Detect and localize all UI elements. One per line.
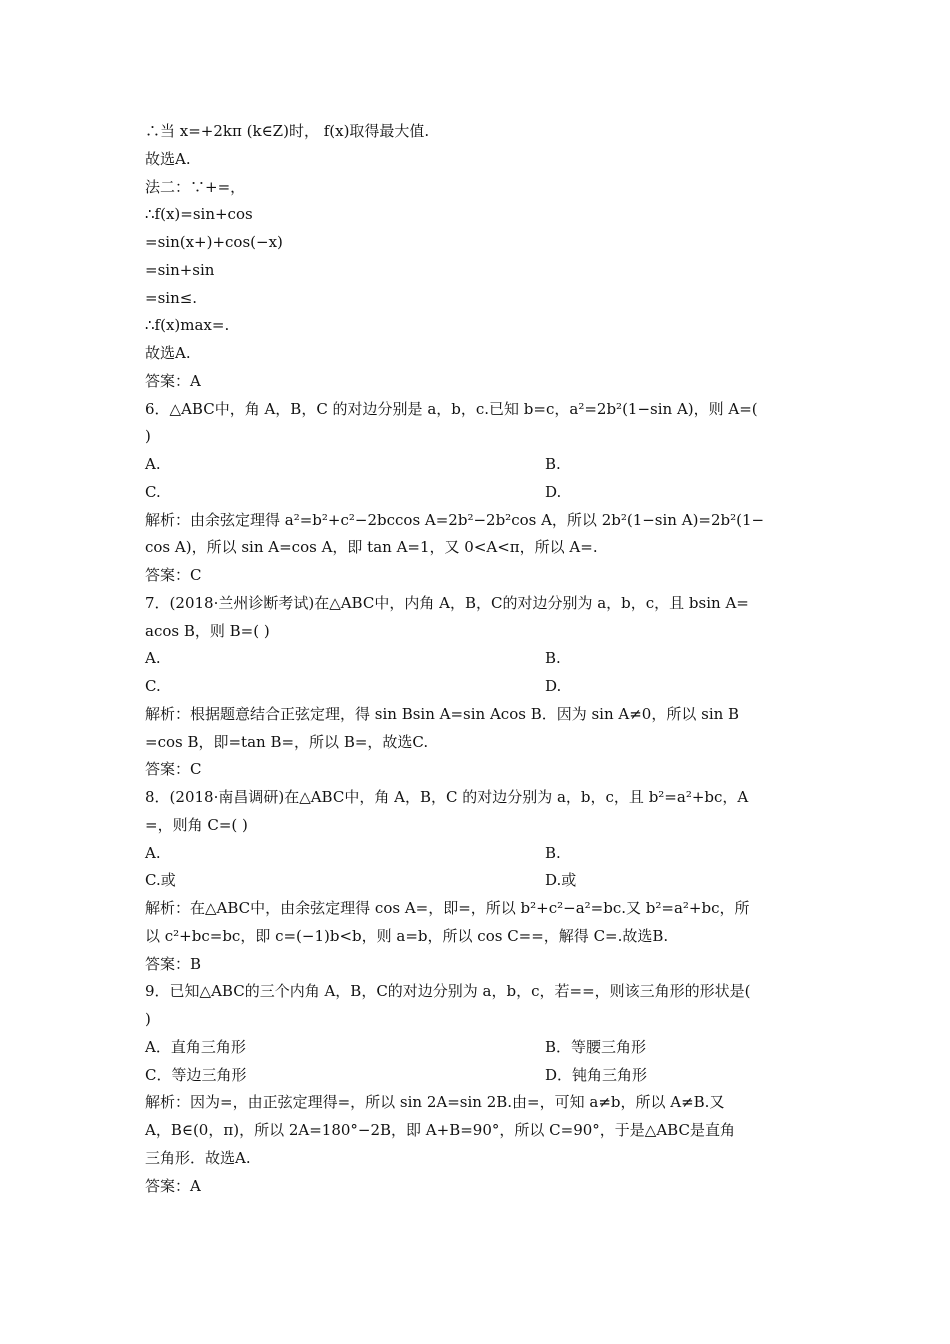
q6-solution-cont: cos A)，所以 sin A=cos A，即 tan A=1，又 0<A<π，所以 A=.	[145, 538, 598, 557]
q7-stem-cont: acos B，则 B=( )	[145, 621, 270, 640]
q7-option-b: B.	[545, 649, 561, 668]
text-line: =sin(x+)+cos(−x)	[145, 233, 283, 251]
q9-option-c: C．等边三角形	[145, 1065, 247, 1084]
q6-option-b: B.	[545, 455, 561, 473]
q6-stem: 6．△ABC中，角 A，B，C 的对边分别是 a，b，c.已知 b=c，a²=2b²(1−sin A)，则 A=(	[145, 399, 758, 418]
q9-solution-cont-2: 三角形．故选A.	[145, 1148, 251, 1167]
q7-solution-cont: =cos B，即=tan B=，所以 B=，故选C.	[145, 732, 429, 751]
q8-option-a: A.	[145, 843, 161, 862]
q9-option-b: B．等腰三角形	[545, 1037, 647, 1056]
q8-stem-cont: =，则角 C=( )	[145, 815, 248, 834]
q8-solution-cont: 以 c²+bc=bc，即 c=(−1)b<b，则 a=b，所以 cos C==，解得 C=.故选B.	[145, 926, 669, 945]
text-line: =sin+sin	[145, 260, 215, 279]
q6-option-c: C.	[145, 482, 161, 501]
text-line: 法二：∵+=，	[145, 177, 246, 196]
q8-stem: 8．(2018·南昌调研)在△ABC中，角 A，B，C 的对边分别为 a，b，c，且 b²=a²+bc，A	[145, 788, 749, 806]
text-line: 故选A.	[145, 149, 191, 168]
q9-options-row-2	[145, 1062, 815, 1090]
q7-options-row-1	[145, 645, 815, 673]
q9-stem: 9．已知△ABC的三个内角 A，B，C的对边分别为 a，b，c，若==，则该三角形的形状是(	[145, 982, 751, 1001]
q7-stem: 7．(2018·兰州诊断考试)在△ABC中，内角 A，B，C的对边分别为 a，b，c，且 bsin A=	[145, 593, 749, 612]
q6-options-row-1	[145, 451, 815, 479]
q6-answer: 答案：C	[145, 566, 202, 584]
q8-options-row-1	[145, 840, 815, 868]
q7-option-c: C.	[145, 677, 161, 695]
q9-solution-cont: A，B∈(0，π)，所以 2A=180°−2B，即 A+B=90°，所以 C=90°，于是△ABC是直角	[145, 1121, 735, 1139]
q9-options-row-1	[145, 1034, 815, 1062]
q9-stem-cont: )	[145, 1010, 151, 1028]
q9-answer: 答案：A	[145, 1176, 201, 1195]
q7-options-row-2	[145, 673, 815, 701]
q6-stem-cont: )	[145, 427, 151, 446]
q9-solution: 解析：因为=，由正弦定理得=，所以 sin 2A=sin 2B.由=，可知 a≠b，所以 A≠B.又	[145, 1093, 725, 1112]
q7-option-d: D.	[545, 677, 562, 695]
q9-option-d: D．钝角三角形	[545, 1065, 648, 1084]
text-line: 故选A.	[145, 344, 191, 362]
text-line: ∴f(x)=sin+cos	[145, 205, 253, 224]
q6-solution: 解析：由余弦定理得 a²=b²+c²−2bccos A=2b²−2b²cos A，所以 2b²(1−sin A)=2b²(1−	[145, 510, 765, 529]
q9-option-a: A．直角三角形	[145, 1037, 246, 1056]
q6-option-d: D.	[545, 482, 562, 501]
q7-solution: 解析：根据题意结合正弦定理，得 sin Bsin A=sin Acos B．因为 sin A≠0，所以 sin B	[145, 704, 740, 723]
q8-options-row-2	[145, 867, 815, 895]
text-line: ∴当 x=+2kπ (k∈Z)时， f(x)取得最大值.	[145, 122, 430, 140]
q8-option-c: C.或	[145, 871, 176, 890]
text-line: ∴f(x)max=.	[145, 316, 230, 335]
q7-answer: 答案：C	[145, 760, 202, 779]
q7-option-a: A.	[145, 649, 161, 668]
q8-option-d: D.或	[545, 871, 577, 890]
text-line: =sin≤.	[145, 288, 198, 307]
q8-option-b: B.	[545, 843, 561, 862]
document-body	[145, 118, 815, 1200]
answer-line: 答案：A	[145, 371, 201, 390]
q6-options-row-2	[145, 479, 815, 507]
q8-answer: 答案：B	[145, 954, 202, 973]
q8-solution: 解析：在△ABC中，由余弦定理得 cos A=，即=，所以 b²+c²−a²=bc.又 b²=a²+bc，所	[145, 899, 750, 917]
q6-option-a: A.	[145, 455, 161, 473]
